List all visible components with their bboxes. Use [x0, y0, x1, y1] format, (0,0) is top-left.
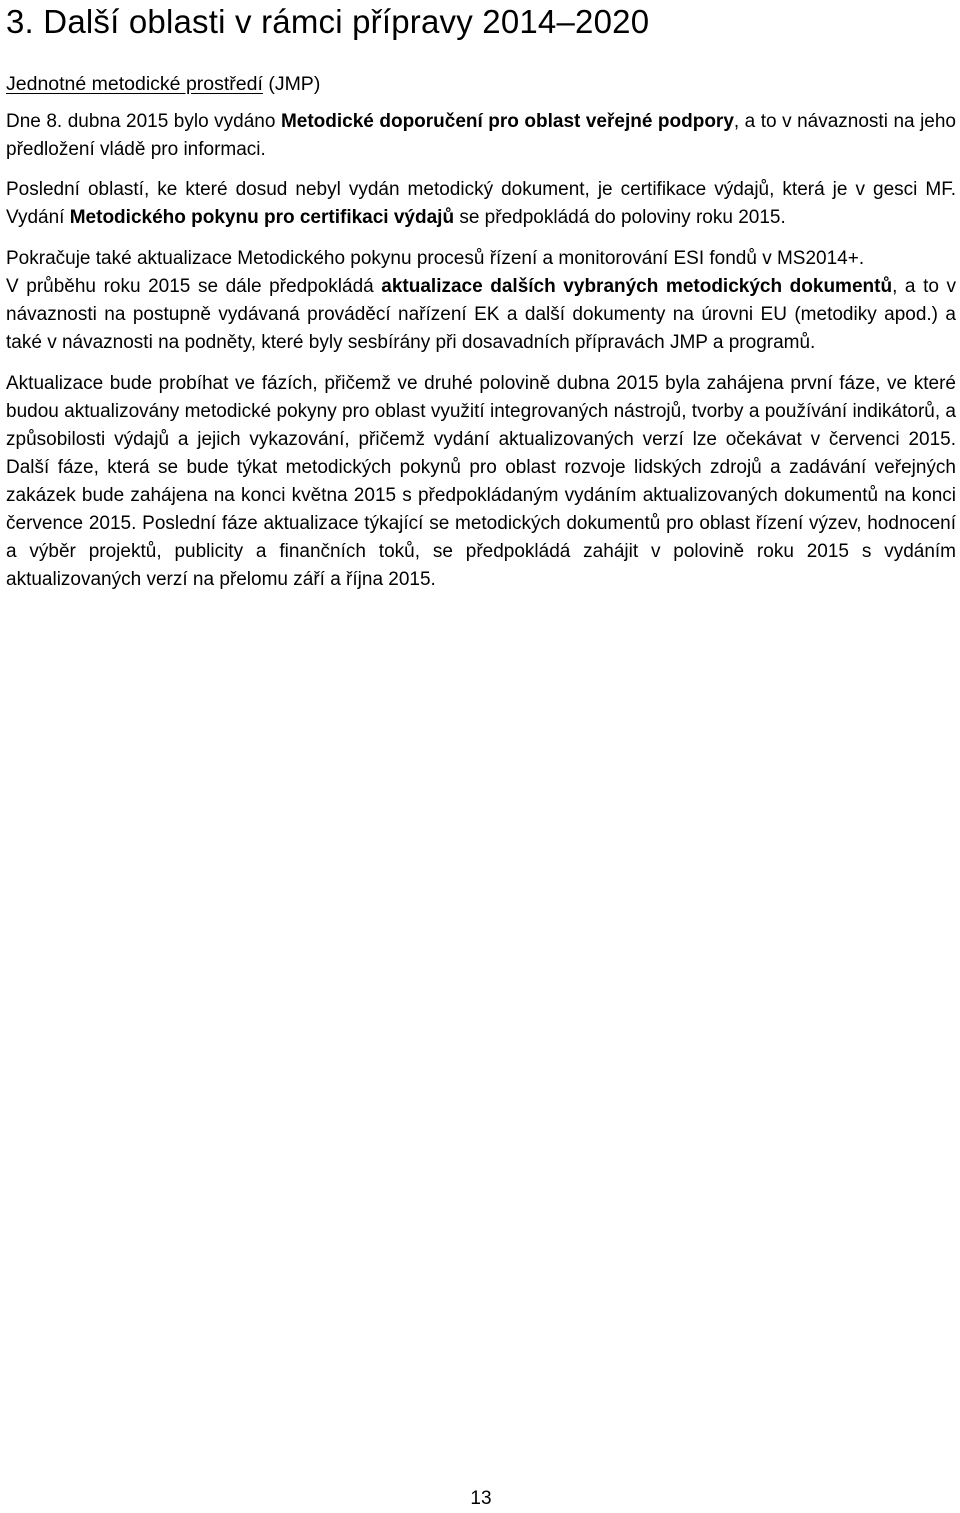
paragraph-text: , a to v návaznosti na postupně vydávaná prováděcí nařízení EK a další dokumenty na úrovni EU (metodiky apod.) a také v návaznosti na podněty, které byly sesbírány při dosavadních přípravách JMP a programů.	[6, 276, 957, 353]
paragraph-text: , a to v návaznosti na jeho předložení vládě pro informaci.	[6, 111, 956, 160]
paragraph-bold-text: Metodického pokynu pro certifikaci výdajů	[69, 207, 455, 228]
page-number: 13	[470, 1488, 492, 1509]
paragraph-text: V průběhu roku 2015 se dále předpokládá	[6, 276, 382, 297]
subsection-heading	[6, 70, 956, 98]
paragraph-state-aid	[6, 108, 956, 164]
section-title: 3. Další oblasti v rámci přípravy 2014–2020	[6, 3, 650, 40]
paragraph-update-phases: Aktualizace bude probíhat ve fázích, přičemž ve druhé polovině dubna 2015 byla zahájena první fáze, ve které budou aktualizovány metodické pokyny pro oblast využití integrovaných nástrojů, tvorby a používání indikátorů, a způsobilosti výdajů a jejich vykazování, přičemž vydání aktualizovaných verzí lze očekávat v červenci 2015. Další fáze, která se bude týkat metodických pokynů pro oblast rozvoje lidských zdrojů a zadávání veřejných zakázek bude zahájena na konci května 2015 s předpokládaným vydáním aktualizovaných dokumentů na konci července 2015. Poslední fáze aktualizace týkající se metodických dokumentů pro oblast řízení výzev, hodnocení a výběr projektů, publicity a finančních toků, se předpokládá zahájit v polovině roku 2015 s vydáním aktualizovaných verzí na přelomu září a října 2015.	[6, 373, 956, 590]
paragraph-text: Dne 8. dubna 2015 bylo vydáno	[6, 111, 281, 132]
document-page	[6, 0, 956, 1513]
paragraph-process-update: Pokračuje také aktualizace Metodického pokynu procesů řízení a monitorování ESI fondů v MS2014+.	[6, 248, 865, 269]
paragraph-text: se předpokládá do poloviny roku 2015.	[454, 207, 786, 228]
paragraph-certification	[6, 176, 956, 232]
paragraph-bold-text: aktualizace dalších vybraných metodických dokumentů	[381, 276, 893, 297]
paragraph-bold-text: Metodické doporučení pro oblast veřejné podpory	[280, 111, 734, 132]
subsection-title-suffix: (JMP)	[262, 73, 321, 95]
paragraph-other-documents	[6, 273, 956, 357]
paragraph-text: Poslední oblastí, ke které dosud nebyl vydán metodický dokument, je certifikace výdajů, která je v gesci MF. Vydání	[6, 179, 956, 228]
subsection-title-underlined: Jednotné metodické prostředí	[6, 73, 263, 95]
